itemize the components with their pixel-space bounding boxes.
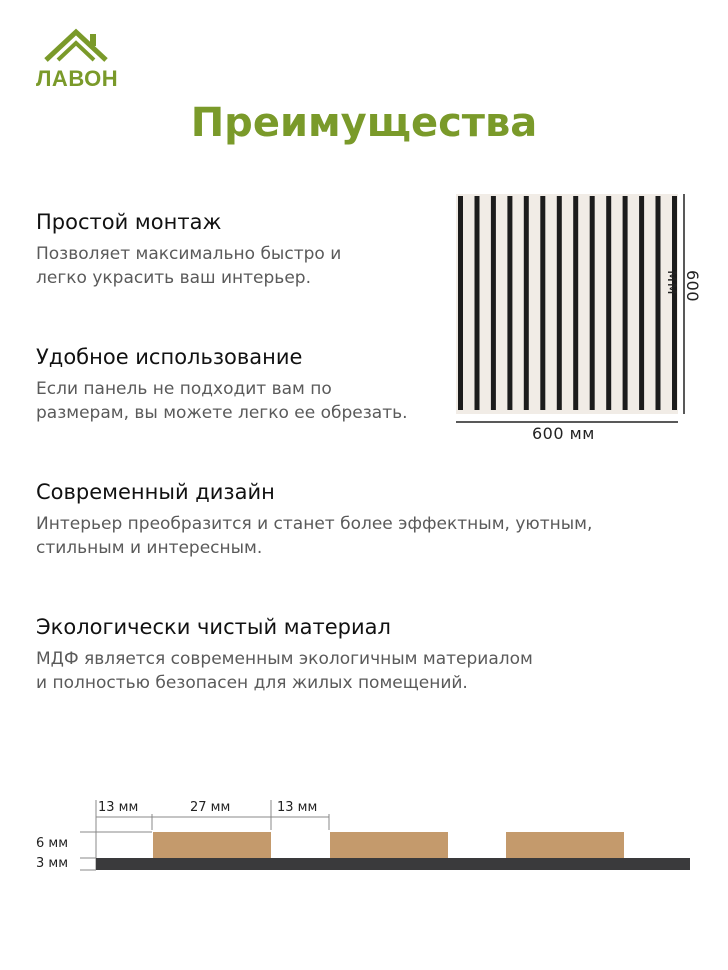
panel-slat <box>491 196 496 410</box>
feature-description: Если панель не подходит вам по размерам, вы можете легко ее обрезать. <box>36 379 408 423</box>
page-title: Преимущества <box>190 100 538 146</box>
gap-label: 13 мм <box>277 800 318 815</box>
panel-width-label: 600 мм <box>532 424 595 443</box>
feature-description: Позволяет максимально быстро и легко украсить ваш интерьер. <box>36 244 342 288</box>
panel-slat <box>557 196 562 410</box>
gap-label: 13 мм <box>98 800 139 815</box>
base-height-label: 3 мм <box>36 856 69 871</box>
feature-description: МДФ является современным экологичным материалом и полностью безопасен для жилых помещений. <box>36 649 533 693</box>
house-roof-icon <box>40 26 112 66</box>
profile-slat <box>330 832 448 858</box>
profile-slat <box>153 832 271 858</box>
logo <box>36 26 119 92</box>
feature-title: Удобное использование <box>36 345 303 369</box>
panel-slat <box>639 196 644 410</box>
panel-height-label: 600 мм <box>664 270 702 303</box>
logo-text: ЛАВОН <box>36 66 119 91</box>
profile-diagram <box>30 796 700 886</box>
feature-modern-design <box>36 478 676 560</box>
panel-slat <box>656 196 661 410</box>
profile-slat <box>506 832 624 858</box>
profile-base <box>96 858 690 870</box>
feature-eco-material <box>36 613 676 695</box>
panel-slat <box>475 196 480 410</box>
panel-slat <box>672 196 677 410</box>
panel-illustration <box>440 190 720 450</box>
panel-slat <box>524 196 529 410</box>
feature-title: Простой монтаж <box>36 210 222 234</box>
panel-slat <box>458 196 463 410</box>
panel-slat <box>590 196 595 410</box>
panel-slat <box>540 196 545 410</box>
slat-width-label: 27 мм <box>190 800 231 815</box>
panel-slat <box>573 196 578 410</box>
panel-slat <box>606 196 611 410</box>
feature-title: Современный дизайн <box>36 480 275 504</box>
panel-slat <box>623 196 628 410</box>
panel-slat <box>507 196 512 410</box>
feature-convenient-use <box>36 343 456 425</box>
slat-height-label: 6 мм <box>36 836 69 851</box>
feature-title: Экологически чистый материал <box>36 615 391 639</box>
feature-description: Интерьер преобразится и станет более эффектным, уютным, стильным и интересным. <box>36 514 593 558</box>
feature-easy-install <box>36 208 416 290</box>
